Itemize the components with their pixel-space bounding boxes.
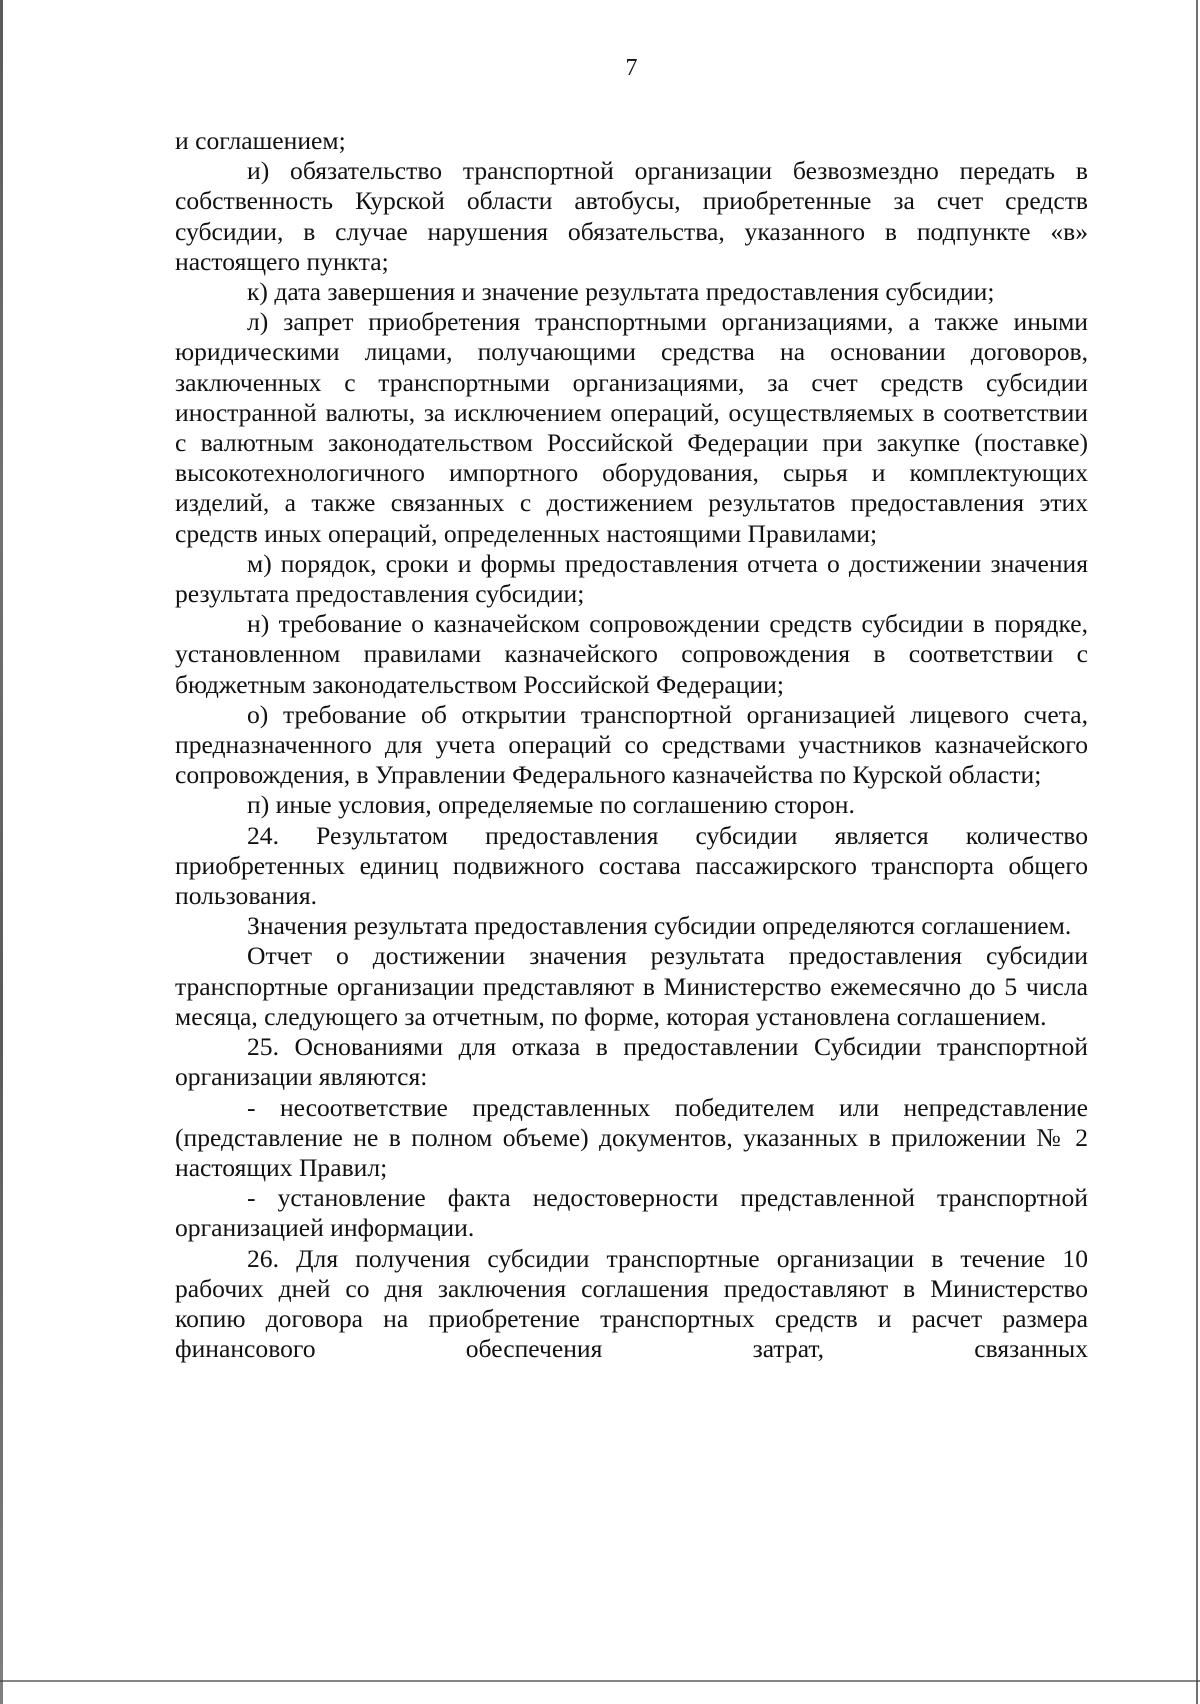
scan-edge-right xyxy=(1196,0,1198,1704)
paragraph: н) требование о казначейском сопровождении средств субсидии в порядке, установленном правилами казначейского сопровождения в соответствии с бюджетным законодательством Российской Федерации; xyxy=(175,609,1088,699)
paragraph: и) обязательство транспортной организации безвозмездно передать в собственность Курской области автобусы, приобретенные за счет средств субсидии, в случае нарушения обязательства, указанного в подпункте «в» настоящего пункта; xyxy=(175,156,1088,276)
paragraph: м) порядок, сроки и формы предоставления отчета о достижении значения результата предоставления субсидии; xyxy=(175,548,1088,609)
paragraph: п) иные условия, определяемые по соглашению сторон. xyxy=(247,790,855,820)
paragraph: Отчет о достижении значения результата предоставления субсидии транспортные организации представляют в Министерство ежемесячно до 5 числа месяца, следующего за отчетным, по форме, которая установлена соглашением. xyxy=(175,941,1088,1031)
paragraph: и соглашением; xyxy=(175,126,346,155)
scan-edge-left xyxy=(0,0,3,1704)
page-number: 7 xyxy=(625,55,638,81)
scan-edge-bottom xyxy=(0,1680,1200,1682)
paragraph: - несоответствие представленных победителем или непредставление (представление не в полном объеме) документов, указанных в приложении № 2 настоящих Правил; xyxy=(175,1092,1088,1182)
paragraph: Значения результата предоставления субсидии определяются соглашением. xyxy=(247,911,1072,941)
paragraph: 25. Основаниями для отказа в предоставлении Субсидии транспортной организации являются: xyxy=(175,1032,1088,1092)
paragraph: - установление факта недостоверности представленной транспортной организацией информации. xyxy=(175,1183,1088,1243)
paragraph: 26. Для получения субсидии транспортные организации в течение 10 рабочих дней со дня заключения соглашения предоставляют в Министерство копию договора на приобретение транспортных средств и расчет размера финансового обеспечения затрат, связанных xyxy=(175,1243,1088,1364)
paragraph: о) требование об открытии транспортной организацией лицевого счета, предназначенного для учета операций со средствами участников казначейского сопровождения, в Управлении Федерального казначейства по Курской области; xyxy=(175,699,1088,790)
paragraph: к) дата завершения и значение результата предоставления субсидии; xyxy=(247,277,995,307)
paragraph: л) запрет приобретения транспортными организациями, а также иными юридическими лицами, получающими средства на основании договоров, заключенных с транспортными организациями, за счет средств субсидии иностранной валюты, за исключением операций, осуществляемых в соответствии с валютным законодательством Российской Федерации при закупке (поставке) высокотехнологичного импортного оборудования, сырья и комплектующих изделий, а также связанных с достижением результатов предоставления этих средств иных операций, определенных настоящими Правилами; xyxy=(175,307,1088,548)
document-body xyxy=(175,126,1088,1364)
paragraph: 24. Результатом предоставления субсидии является количество приобретенных единиц подвижного состава пассажирского транспорта общего пользования. xyxy=(175,820,1088,911)
